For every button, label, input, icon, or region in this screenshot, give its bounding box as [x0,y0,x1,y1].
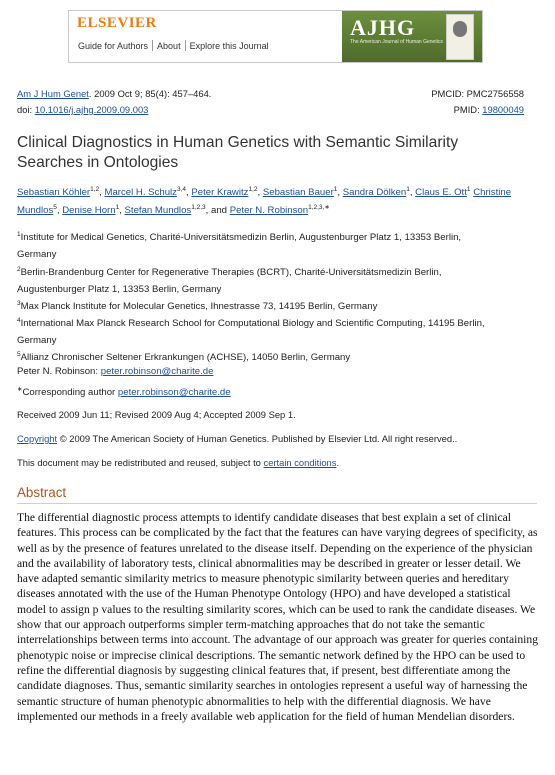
author-affil-sup: 5 [53,204,57,212]
affiliation-text: Berlin-Brandenburg Center for Regenerative Therapies (BCRT), Charité-Universitätsmedizin Berlin, [20,267,442,279]
abstract-text: The differential diagnostic process attempts to identify candidate diseases that best explain a set of clinical features. This process can be complicated by the fact that the features can have varying degrees of specificity, as well as by the presence of features unrelated to the disease itself. Depending on the experience of the physician and the availability of laboratory tests, clinical abnormalities may be described in greater or lesser detail. We have adapted semantic similarity metrics to measure phenotypic similarity between queries and hereditary diseases annotated with the use of the Human Phenotype Ontology (HPO) and have developed a statistical model to assign p values to the resulting similarity scores, which can be used to rank the candidate diseases. We show that our approach outperforms simpler term-matching approaches that do not take the semantic interrelationships between terms into account. The advantage of our approach was greater for queries containing phenotypic noise or imprecise clinical descriptions. The semantic network defined by the HPO can be used to refine the differential diagnosis by suggesting clinical features that, if present, best differentiate among the candidate diagnoses. Thus, semantic similarity searches in ontologies represent a useful way of harnessing the semantic structure of human phenotypic abnormalities to help with the differential diagnosis. We have implemented our methods in a freely available web application for the field of human Mendelian disorders. [17,511,538,723]
author-affil-sup: 1 [115,204,120,212]
affiliation-number: 4 [17,317,21,324]
citation-details: . 2009 Oct 9; 85(4): 457–464. [88,88,212,99]
author-link[interactable]: Peter N. Robinson [229,205,309,217]
pmcid: PMCID: PMC2756558 [431,88,524,99]
author-link[interactable]: Sebastian Köhler [17,187,91,199]
journal-logo-text: AJHG [350,15,416,40]
redistribution-line [17,457,537,468]
affiliation-text: International Max Planck Research School for Computational Biology and Scientific Computing, 14195 Berlin, [20,318,485,330]
doi-line [17,104,148,115]
affiliation-text-cont: Germany [17,335,57,347]
author-link[interactable]: Sebastian Bauer [262,187,334,199]
affiliation-number: 1 [17,231,21,238]
journal-nav [74,37,339,54]
affiliation-1 [17,226,537,263]
author-affil-sup: 1,2,3,∗ [308,204,330,212]
copyright-link[interactable]: Copyright [17,433,58,444]
article-title: Clinical Diagnostics in Human Genetics with Semantic Similarity Searches in Ontologies [17,134,459,171]
copyright-line [17,433,537,444]
affiliation-2 [17,261,537,298]
author-affil-sup: 1,2,3 [191,204,206,212]
affiliation-number: 2 [17,266,21,273]
author-affil-sup: 3,4 [176,186,187,193]
contact-line [17,363,537,380]
pmid-label: PMID: [453,104,483,115]
journal-banner [68,10,483,63]
author-affil-sup: 1 [333,186,338,193]
affiliation-text: Allianz Chronischer Seltener Erkrankungen (ACHSE), 14050 Berlin, Germany [20,352,351,364]
author-link[interactable]: Christine Mundlos [17,187,512,217]
citation-line [17,88,211,99]
contact-email-link[interactable]: peter.robinson@charite.de [100,366,214,377]
author-affil-sup: 1 [406,186,410,193]
affiliation-text: Institute for Medical Genetics, Charité-Universitätsmedizin Berlin, Augustenburger Platz 1, 13353 Berlin, [20,232,462,244]
author-link[interactable]: Stefan Mundlos [124,205,192,217]
nav-about[interactable]: About [157,40,181,51]
corresponding-email-link[interactable]: peter.robinson@charite.de [117,387,231,399]
author-affil-sup: 1,2 [248,186,258,193]
doi-label: doi: [17,104,35,115]
journal-subtitle: The American Journal of Human Genetics [350,39,443,45]
affiliation-4 [17,312,537,349]
cover-portrait-icon [446,14,474,60]
copyright-text: © 2009 The American Society of Human Genetics. Published by Elsevier Ltd. All right reserved.. [57,433,458,444]
author-affil-sup: 1 [466,186,471,193]
conditions-link[interactable]: certain conditions [263,457,337,468]
contact-label: Peter N. Robinson: [17,366,101,377]
author-link[interactable]: Marcel H. Schulz [104,187,177,199]
affiliation-number: 3 [17,300,21,307]
corresponding-label: Corresponding author [22,387,118,399]
author-link[interactable]: Denise Horn [62,205,116,217]
article-dates: Received 2009 Jun 11; Revised 2009 Aug 4; Accepted 2009 Sep 1. [17,409,296,420]
author-list: Sebastian Köhler$^{1,2}$, Marcel H. Schulz$^{3,4}$, Peter Krawitz$^{1,2}$, Sebastian Bauer$^1$, Sandra Dölken$^1$, Claus E. Ott$^1$ Christine Mundlos$^5$, Denise Horn$^1$, Stefan Mundlos$^{1,2,3}$, and Peter N. Robinson$^{1,2,3,∗}$ [17,186,512,217]
journal-cover-logo[interactable] [342,11,482,62]
nav-guide-for-authors[interactable]: Guide for Authors [78,40,149,51]
abstract-heading: Abstract [17,485,537,504]
publisher-logo[interactable]: ELSEVIER [77,15,157,31]
pmid-line [454,104,524,115]
author-link[interactable]: Sandra Dölken [342,187,407,199]
authors-and: and [211,205,228,217]
affiliation-text-cont: Germany [17,249,57,261]
doi-link[interactable]: 10.1016/j.ajhg.2009.09.003 [34,104,149,115]
author-link[interactable]: Peter Krawitz [191,187,249,199]
pmid-link[interactable]: 19800049 [482,104,524,115]
affiliation-number: 5 [17,351,21,358]
nav-explore[interactable]: Explore this Journal [189,40,269,51]
journal-link[interactable]: Am J Hum Genet [17,88,89,99]
corresponding-mark: ∗ [17,386,23,393]
corresponding-author [17,381,537,401]
redistribution-text: This document may be redistributed and reused, subject to [17,457,264,468]
affiliation-text: Max Planck Institute for Molecular Genetics, Ihnestrasse 73, 14195 Berlin, Germany [20,301,378,313]
author-link[interactable]: Claus E. Ott [415,187,467,199]
author-affil-sup: 1,2 [90,186,100,193]
redistribution-end: . [336,457,340,468]
affiliation-text-cont: Augustenburger Platz 1, 13353 Berlin, Germany [17,284,222,296]
